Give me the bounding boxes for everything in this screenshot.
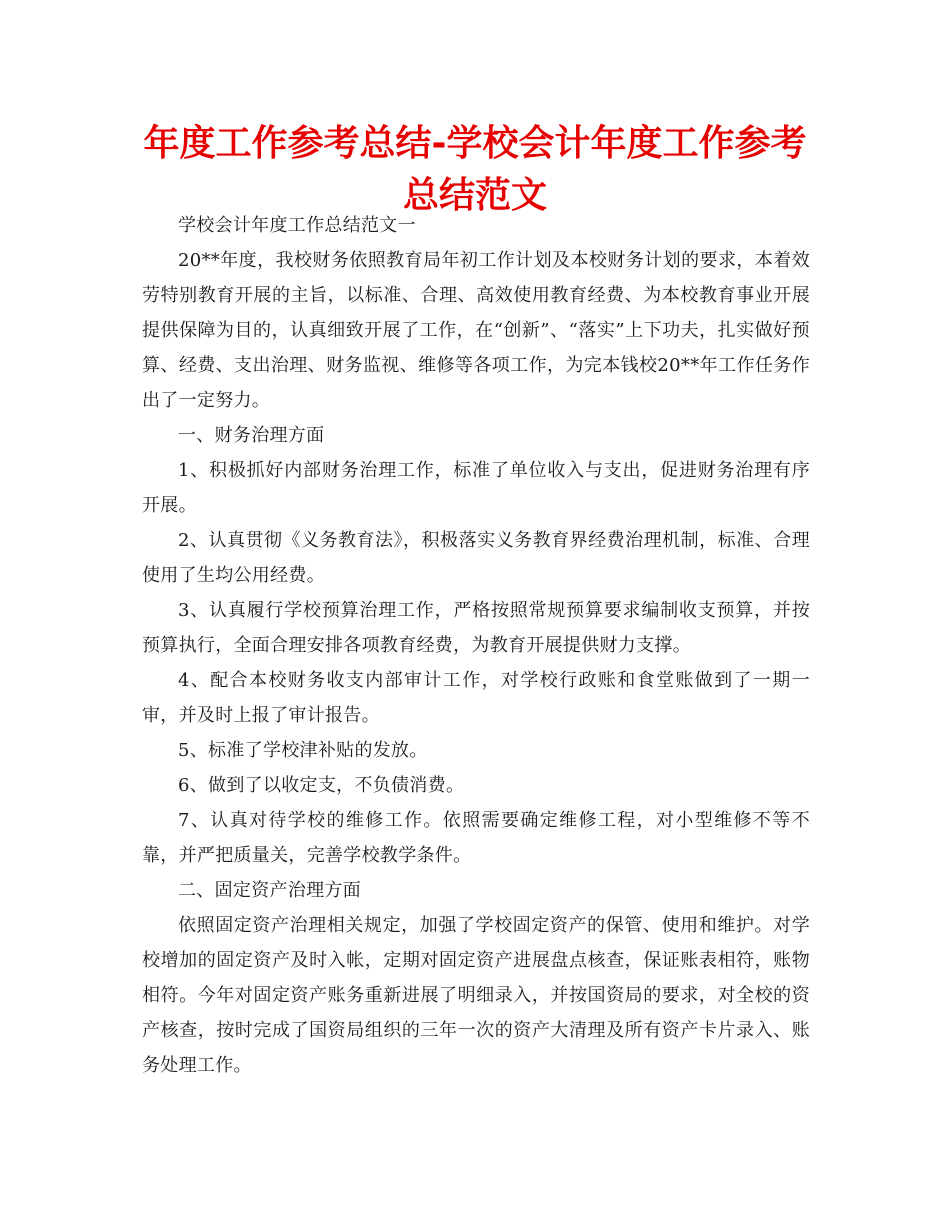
intro-paragraph: 20**年度，我校财务依照教育局年初工作计划及本校财务计划的要求，本着效劳特别教育开展的主旨，以标准、合理、高效使用教育经费、为本校教育事业开展提供保障为目的，认真细致开展了工作，在“创新”、“落实”上下功夫，扎实做好预算、经费、支出治理、财务监视、维修等各项工作，为完本钱校20**年工作任务作出了一定努力。	[142, 250, 810, 411]
document-title: 年度工作参考总结-学校会计年度工作参考总结范文	[143, 123, 807, 216]
list-item: 1、积极抓好内部财务治理工作，标准了单位收入与支出，促进财务治理有序开展。	[142, 460, 810, 516]
assets-paragraph: 依照固定资产治理相关规定，加强了学校固定资产的保管、使用和维护。对学校增加的固定资产及时入帐，定期对固定资产进展盘点核查，保证账表相符，账物相符。今年对固定资产账务重新进展了明细录入，并按国资局的要求，对全校的资产核查，按时完成了国资局组织的三年一次的资产大清理及所有资产卡片录入、账务处理工作。	[142, 915, 810, 1076]
list-item: 3、认真履行学校预算治理工作，严格按照常规预算要求编制收支预算，并按预算执行，全面合理安排各项教育经费，为教育开展提供财力支撑。	[142, 600, 810, 656]
document-subtitle: 学校会计年度工作总结范文一	[178, 215, 416, 236]
list-item: 5、标准了学校津补贴的发放。	[178, 740, 428, 761]
section-heading-assets: 二、固定资产治理方面	[178, 880, 361, 901]
document-body	[142, 208, 810, 1083]
list-item: 4、配合本校财务收支内部审计工作，对学校行政账和食堂账做到了一期一审，并及时上报了审计报告。	[142, 670, 810, 726]
section-heading-finance: 一、财务治理方面	[178, 425, 325, 446]
list-item: 2、认真贯彻《义务教育法》，积极落实义务教育界经费治理机制，标准、合理使用了生均公用经费。	[142, 530, 810, 586]
list-item: 7、认真对待学校的维修工作。依照需要确定维修工程，对小型维修不等不靠，并严把质量关，完善学校教学条件。	[142, 810, 810, 866]
list-item: 6、做到了以收定支，不负债消费。	[178, 775, 465, 796]
